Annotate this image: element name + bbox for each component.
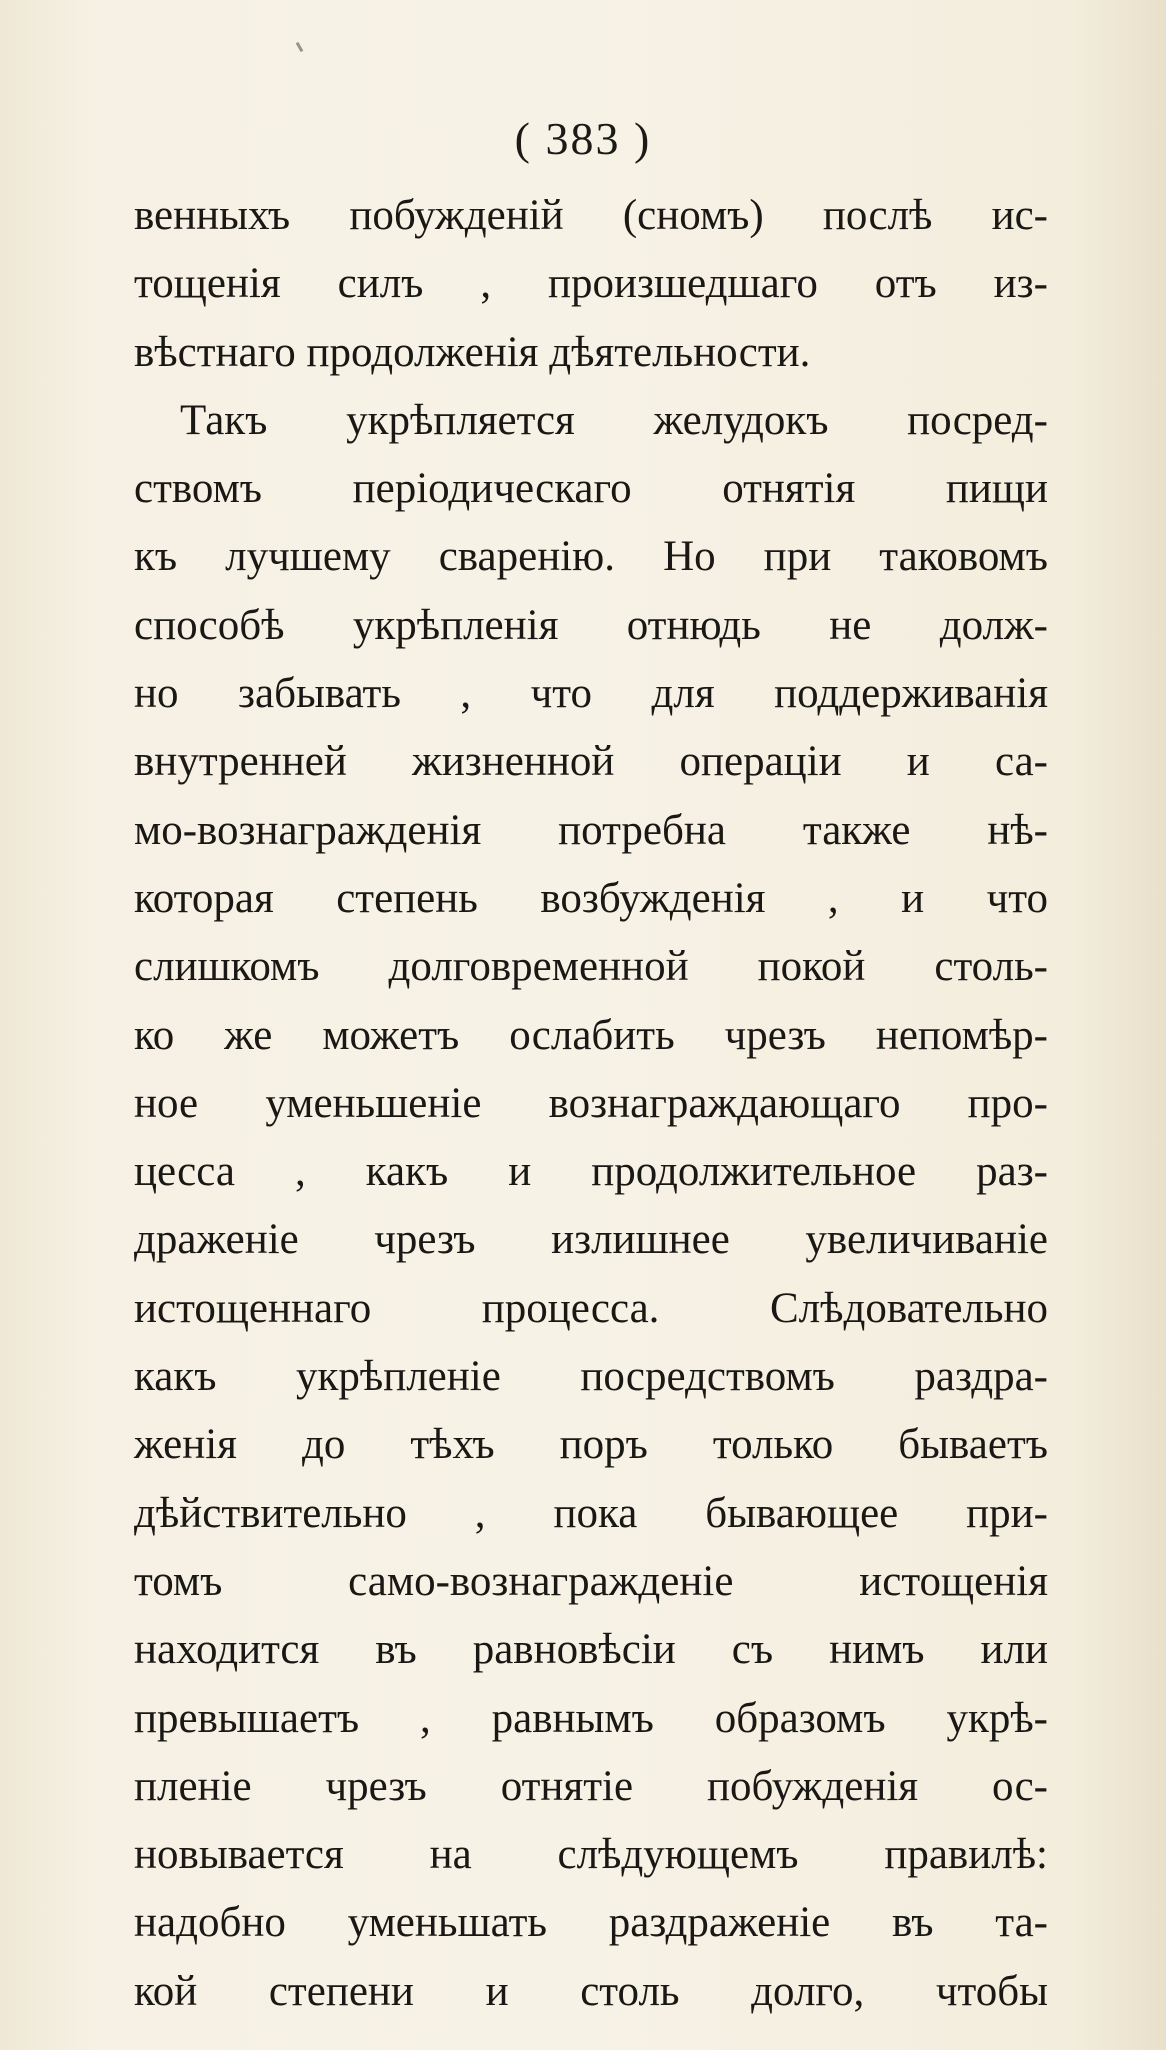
paragraph-1 bbox=[134, 182, 1048, 387]
text-line: превышаетъ , равнымъ образомъ укрѣ- bbox=[134, 1694, 1048, 1742]
text-line: цесса , какъ и продолжительное раз- bbox=[134, 1148, 1048, 1196]
text-line: къ лучшему сваренію. Но при таковомъ bbox=[134, 533, 1048, 581]
text-line: надобно уменьшать раздраженіе въ та- bbox=[134, 1899, 1048, 1947]
text-line: ное уменьшеніе вознаграждающаго про- bbox=[134, 1079, 1048, 1127]
text-line: вѣстнаго продолженія дѣятельности. bbox=[134, 328, 811, 376]
text-line: тощенія силъ , произшедшаго отъ из- bbox=[134, 260, 1048, 308]
text-line: слишкомъ долговременной покой столь- bbox=[134, 943, 1048, 991]
text-line: но забывать , что для поддерживанія bbox=[134, 670, 1048, 718]
text-line: находится въ равновѣсіи съ нимъ или bbox=[134, 1626, 1048, 1674]
text-line: мо-вознагражденія потребна также нѣ- bbox=[134, 806, 1048, 854]
text-line: томъ само-вознагражденіе истощенія bbox=[134, 1557, 1048, 1605]
text-line: способѣ укрѣпленія отнюдь не долж- bbox=[134, 601, 1048, 649]
text-line: женія до тѣхъ поръ только бываетъ bbox=[134, 1421, 1048, 1469]
text-line: ко же можетъ ослабить чрезъ непомѣр- bbox=[134, 1011, 1048, 1059]
text-line: Такъ укрѣпляется желудокъ посред- bbox=[180, 396, 1048, 444]
text-line: истощеннаго процесса. Слѣдовательно bbox=[134, 1284, 1048, 1332]
text-line: дѣйствительно , пока бывающее при- bbox=[134, 1489, 1048, 1537]
text-line: венныхъ побужденій (сномъ) послѣ ис- bbox=[134, 192, 1048, 239]
text-line: драженіе чрезъ излишнее увеличиваніе bbox=[134, 1216, 1048, 1264]
ink-speck bbox=[296, 42, 304, 52]
text-line: кой степени и столь долго, чтобы bbox=[134, 1967, 1048, 2015]
text-line: какъ укрѣпленіе посредствомъ раздра- bbox=[134, 1353, 1048, 1401]
text-line: которая степень возбужденія , и что bbox=[134, 874, 1048, 922]
body-text bbox=[134, 182, 1048, 2026]
paragraph-2 bbox=[134, 387, 1048, 2026]
text-line: внутренней жизненной операціи и са- bbox=[134, 738, 1048, 786]
page-number: ( 383 ) bbox=[514, 113, 652, 164]
text-line: пленіе чрезъ отнятіе побужденія ос- bbox=[134, 1762, 1048, 1810]
text-line: ствомъ періодическаго отнятія пищи bbox=[134, 465, 1048, 513]
text-line: новывается на слѣдующемъ правилѣ: bbox=[134, 1831, 1048, 1879]
